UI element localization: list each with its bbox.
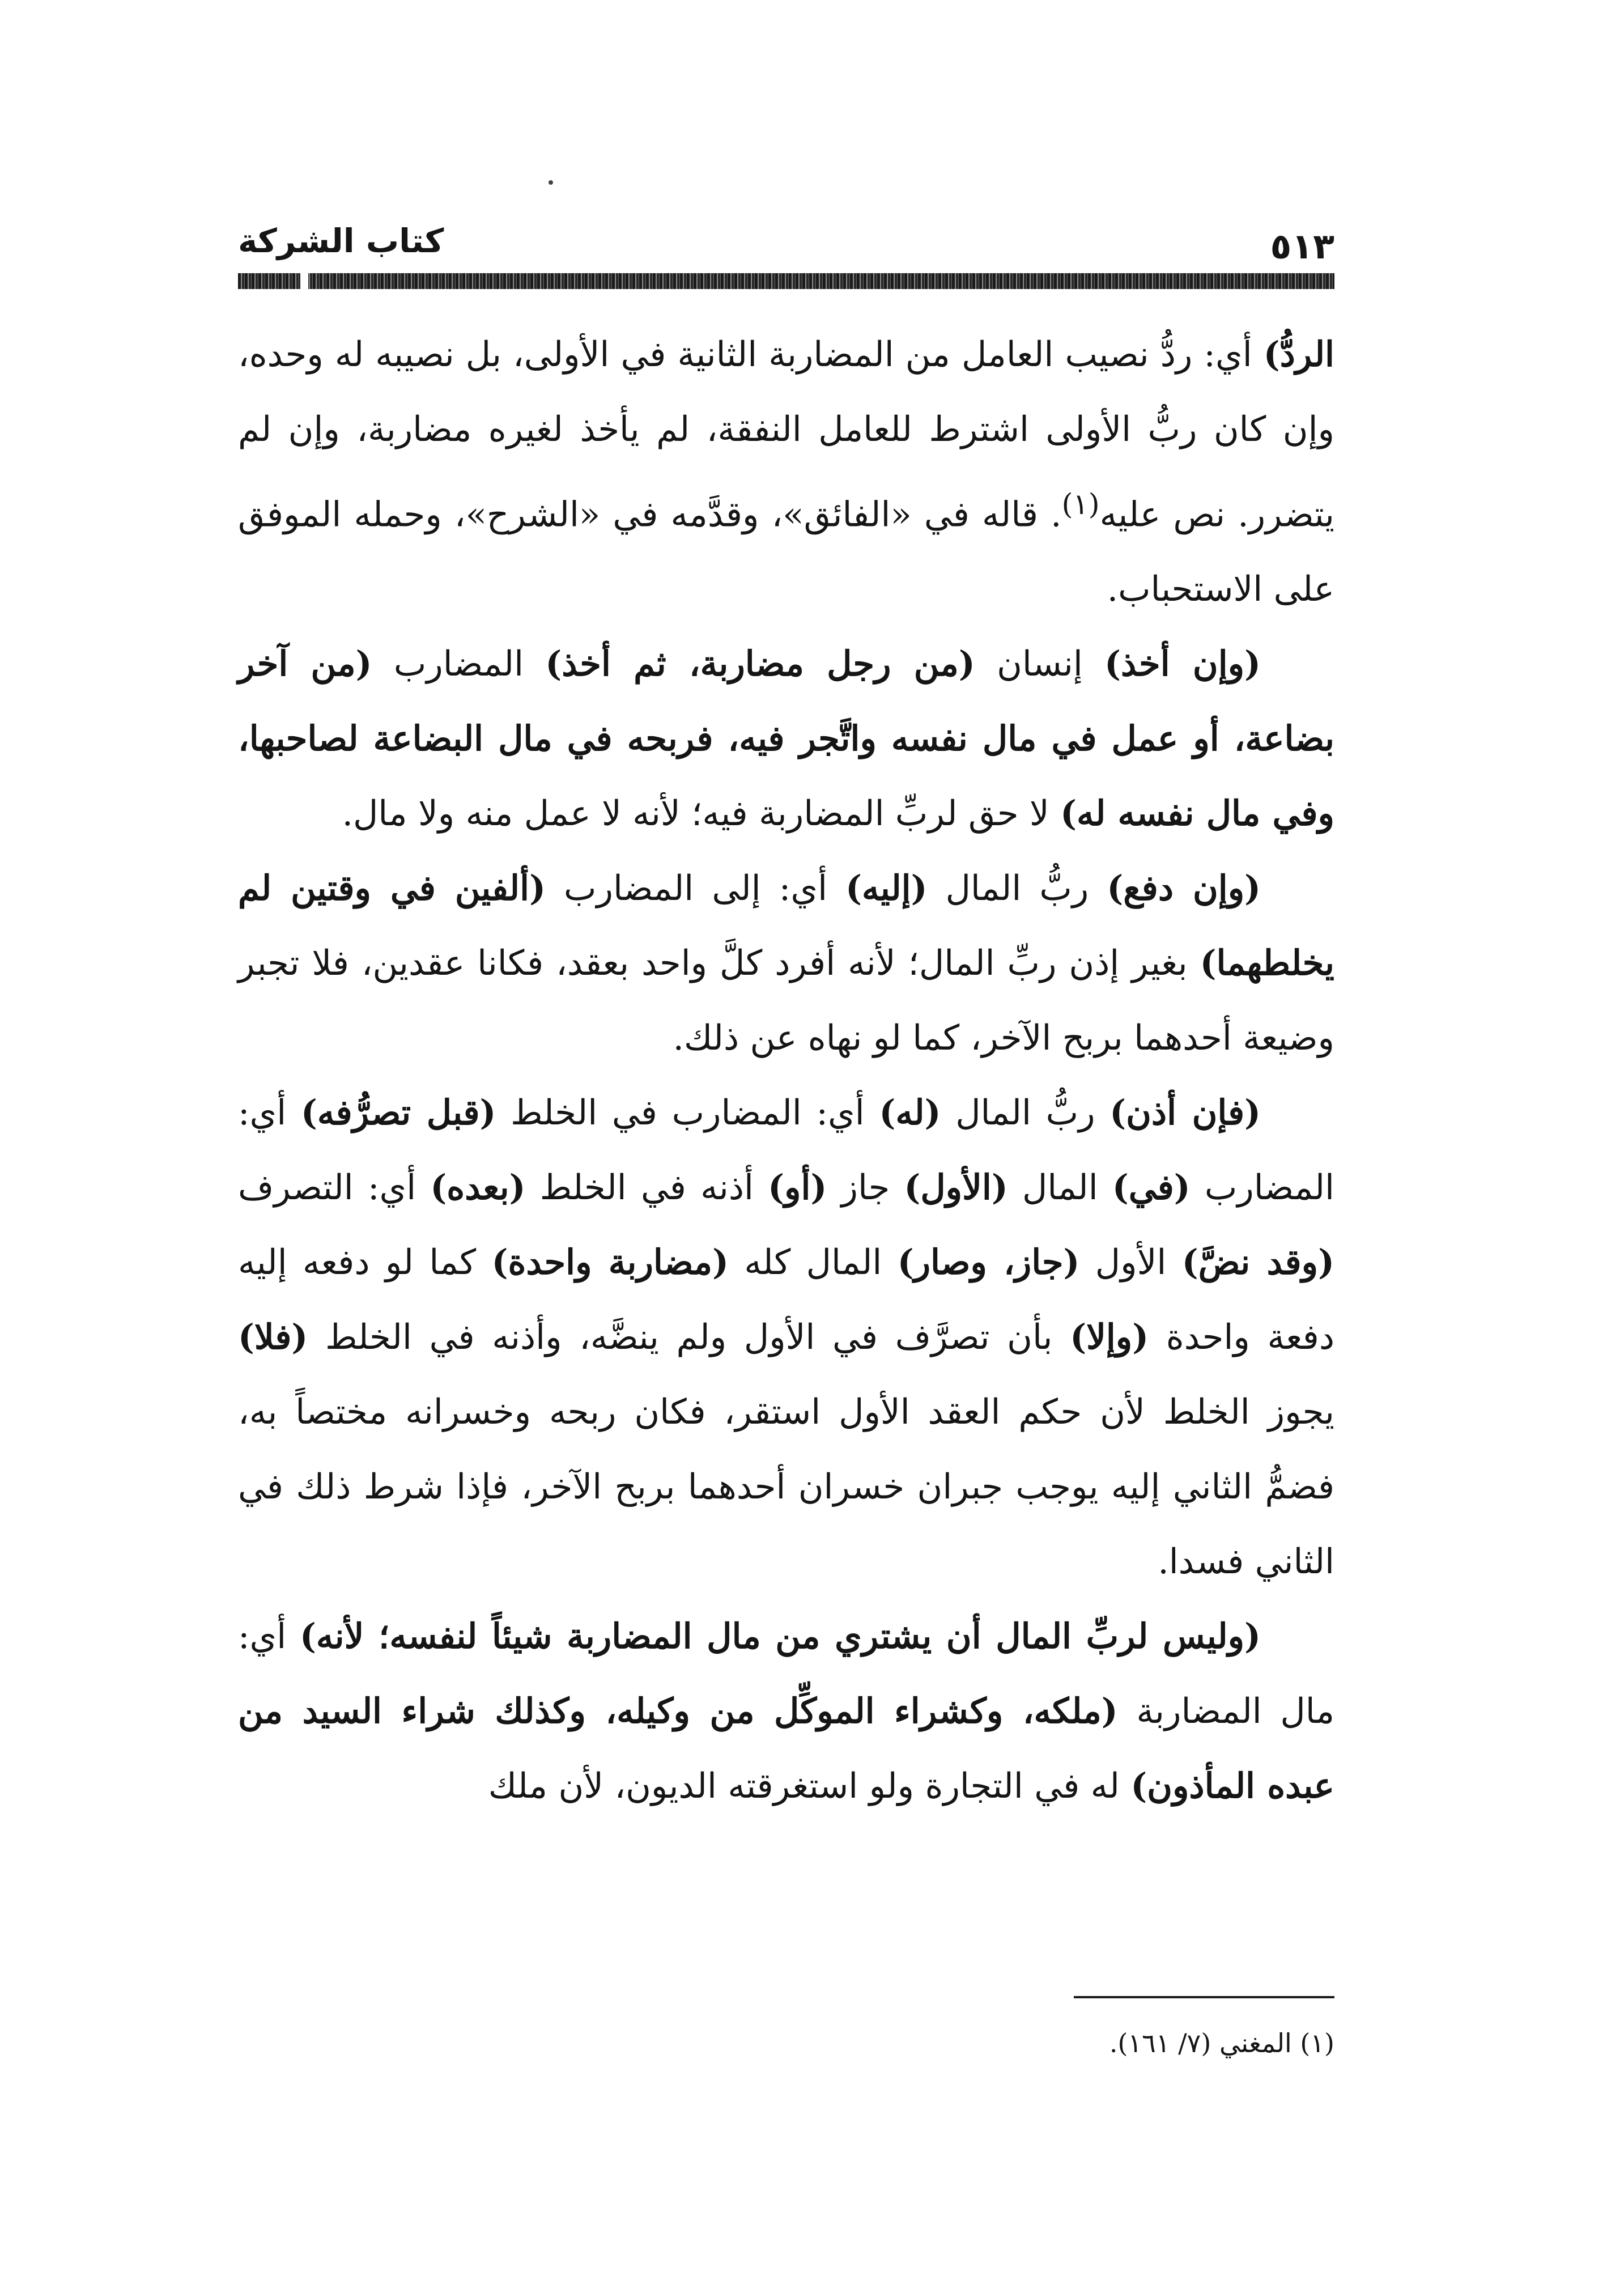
body-text	[238, 317, 1334, 1824]
header-rule	[238, 273, 1334, 289]
sharh-text: ربُّ المال	[941, 1093, 1110, 1133]
sharh-text: أي: المضارب	[238, 1093, 1334, 1208]
sharh-text: جاز	[827, 1167, 904, 1208]
book-title: كتاب الشركة	[238, 222, 444, 260]
sharh-text: المال	[1007, 1167, 1112, 1208]
sharh-text: المضارب	[372, 644, 546, 685]
matn-text: (فلا)	[238, 1317, 308, 1358]
matn-text: (من آخر بضاعة، أو عمل في مال نفسه واتَّجر فيه، فربحه في مال البضاعة لصاحبها، وفي مال نفسه له)	[238, 644, 1334, 834]
sharh-text: أي: ردُّ نصيب العامل من المضاربة الثانية في الأولى، بل نصيبه له وحده، وإن كان ربُّ الأولى اشترط للعامل النفقة، لم يأخذ لغيره مضاربة، وإن لم يتضرر. نص عليه	[238, 334, 1335, 535]
sharh-text: المال كله	[728, 1242, 898, 1283]
matn-text: (جاز، وصار)	[897, 1242, 1080, 1283]
matn-text: (وإن دفع)	[1107, 868, 1261, 909]
matn-text: (وإلا)	[1070, 1317, 1149, 1358]
sharh-text: ربُّ المال	[927, 868, 1107, 909]
footnote: (١) المغني (٧/ ١٦١).	[1109, 2028, 1334, 2058]
matn-text: الردُّ)	[1263, 334, 1334, 375]
sharh-text: . قاله في «الفائق»، وقدَّمه في «الشرح»، وحمله الموفق على الاستحباب.	[238, 494, 1334, 610]
sharh-text: كما لو دفعه إليه دفعة واحدة	[238, 1242, 1335, 1358]
paragraph	[238, 851, 1334, 1076]
matn-text: (له)	[879, 1093, 941, 1133]
header-rule-gap	[300, 273, 308, 289]
sharh-text: أي: المضارب في الخلط	[496, 1093, 879, 1133]
sharh-text: يجوز الخلط لأن حكم العقد الأول استقر، فكان ربحه وخسرانه مختصاً به، فضمُّ الثاني إليه يوجب جبران خسران أحدهما بربح الآخر، فإذا شرط ذلك في الثاني فسدا.	[238, 1392, 1334, 1582]
paragraph	[238, 317, 1334, 627]
matn-text: (وإن أخذ)	[1104, 644, 1261, 685]
sharh-text: بغير إذن ربِّ المال؛ لأنه أفرد كلَّ واحد بعقد، فكانا عقدين، فلا تجبر وضيعة أحدهما بربح الآخر، كما لو نهاه عن ذلك.	[238, 943, 1334, 1059]
matn-text: (وليس لربِّ المال أن يشتري من مال المضاربة شيئاً لنفسه؛ لأنه)	[300, 1616, 1261, 1657]
ink-speck	[549, 180, 553, 185]
matn-text: (قبل تصرُّفه)	[300, 1093, 496, 1133]
matn-text: (فإن أذن)	[1109, 1093, 1261, 1133]
page-number: ٥١٣	[1270, 226, 1334, 267]
sharh-text: أي: التصرف	[238, 1167, 431, 1208]
sharh-text: له في التجارة ولو استغرقته الديون، لأن ملك	[488, 1766, 1131, 1807]
matn-text: (الأول)	[904, 1167, 1008, 1208]
sharh-text: إنسان	[975, 644, 1105, 685]
sharh-text: بأن تصرَّف في الأول ولم ينضَّه، وأذنه في الخلط	[308, 1317, 1070, 1358]
matn-text: (من رجل مضاربة، ثم أخذ)	[545, 644, 975, 685]
matn-text: (وقد نضَّ)	[1181, 1242, 1334, 1283]
sharh-text: أذنه في الخلط	[525, 1167, 768, 1208]
paragraph	[238, 1076, 1334, 1599]
matn-text: (ملكه، وكشراء الموكِّل من وكيله، وكذلك شراء السيد من عبده المأذون)	[238, 1691, 1334, 1807]
sharh-text: أي: مال المضاربة	[238, 1616, 1334, 1732]
matn-text: (ألفين في وقتين لم يخلطهما)	[238, 868, 1334, 984]
matn-text: (أو)	[768, 1167, 827, 1208]
paragraph	[238, 627, 1334, 851]
matn-text: (إليه)	[845, 868, 928, 909]
sharh-text: الأول	[1079, 1242, 1182, 1283]
matn-text: (بعده)	[430, 1167, 526, 1208]
footnote-ref: (١)	[1061, 487, 1100, 521]
paragraph	[238, 1599, 1334, 1824]
sharh-text: لا حق لربِّ المضاربة فيه؛ لأنه لا عمل منه ولا مال.	[342, 793, 1061, 834]
matn-text: (في)	[1112, 1167, 1191, 1208]
matn-text: (مضاربة واحدة)	[491, 1242, 729, 1283]
footnote-rule	[1074, 1996, 1334, 1998]
sharh-text: أي: إلى المضارب	[545, 868, 846, 909]
running-head	[238, 218, 1334, 275]
